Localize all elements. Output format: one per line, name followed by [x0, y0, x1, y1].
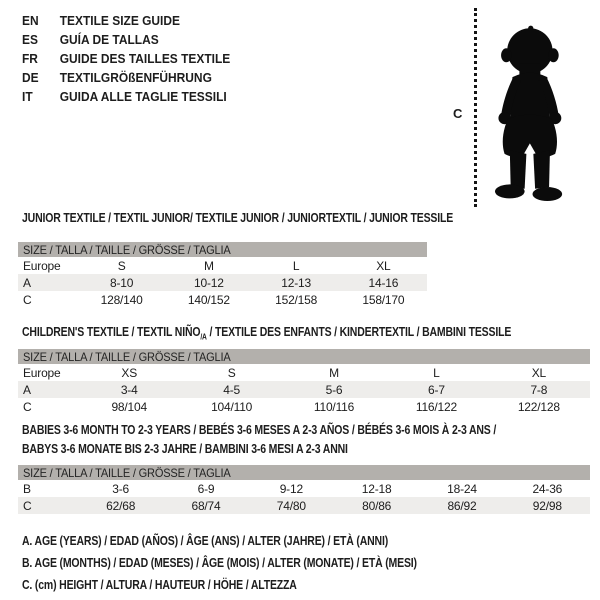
height-dashed-line: [474, 8, 477, 207]
table-row-height: [18, 291, 427, 308]
table-row-age: [18, 480, 590, 497]
size-header-label: SIZE / TALLA / TAILLE / GRÖSSE / TAGLIA: [23, 465, 231, 480]
language-row-fr: [22, 49, 230, 68]
language-code: ES: [22, 32, 38, 47]
title-text: / TEXTILE DES ENFANTS / KINDERTEXTIL / BAMBINI TESSILE: [206, 325, 512, 339]
row-label: C: [23, 399, 32, 414]
table-row-europe: [18, 257, 427, 274]
height-cell: 116/122: [415, 399, 457, 414]
language-code: EN: [22, 13, 39, 28]
language-title: GUIDA ALLE TAGLIE TESSILI: [59, 89, 227, 104]
legend-footnotes: [22, 530, 492, 596]
table-row-age: [18, 274, 427, 291]
footnote-a: A. AGE (YEARS) / EDAD (AÑOS) / ÂGE (ANS) / ALTER (JAHRE) / ETÀ (ANNI): [22, 534, 389, 548]
height-cell: 110/116: [313, 399, 355, 414]
row-label: B: [23, 481, 31, 496]
age-cell: 10-12: [194, 275, 224, 290]
row-label: A: [23, 382, 31, 397]
language-title: TEXTILGRÖßENFÜHRUNG: [59, 70, 212, 85]
size-cell: M: [203, 258, 214, 273]
height-cell: 74/80: [276, 498, 306, 513]
height-cell: 86/92: [447, 498, 477, 513]
age-cell: 6-9: [197, 481, 215, 496]
language-row-it: [22, 87, 230, 106]
children-table-title: [22, 323, 511, 347]
table-row-height: [18, 398, 590, 415]
table-row-europe: [18, 364, 590, 381]
age-cell: 7-8: [530, 382, 548, 397]
age-cell: 24-36: [532, 481, 563, 496]
row-label: Europe: [23, 365, 61, 380]
junior-table-title: JUNIOR TEXTILE / TEXTIL JUNIOR/ TEXTILE JUNIOR / JUNIORTEXTIL / JUNIOR TESSILE: [22, 211, 454, 225]
age-cell: 12-18: [361, 481, 392, 496]
size-cell: L: [433, 365, 440, 380]
size-cell: S: [227, 365, 236, 380]
language-code: DE: [22, 70, 39, 85]
footnote-b: B. AGE (MONTHS) / EDAD (MESES) / ÂGE (MOIS) / ALTER (MONATE) / ETÀ (MESI): [22, 556, 417, 570]
size-cell: S: [117, 258, 126, 273]
language-title: GUÍA DE TALLAS: [59, 32, 159, 47]
height-cell: 62/68: [106, 498, 136, 513]
table-row-height: [18, 497, 590, 514]
row-label: A: [23, 275, 31, 290]
size-cell: XL: [376, 258, 391, 273]
title-subscript: /A: [200, 332, 207, 342]
age-cell: 9-12: [279, 481, 303, 496]
height-cell: 158/170: [362, 292, 405, 307]
size-cell: XL: [531, 365, 546, 380]
height-label-c: C: [453, 106, 463, 121]
language-row-de: [22, 68, 230, 87]
row-label: C: [23, 292, 32, 307]
age-cell: 6-7: [428, 382, 445, 397]
language-row-es: [22, 30, 230, 49]
size-header-bar: [18, 465, 590, 480]
babies-table-title: [22, 421, 586, 459]
size-header-label: SIZE / TALLA / TAILLE / GRÖSSE / TAGLIA: [23, 349, 231, 364]
size-header-label: SIZE / TALLA / TAILLE / GRÖSSE / TAGLIA: [23, 242, 231, 257]
row-label: Europe: [23, 258, 61, 273]
height-cell: 92/98: [532, 498, 562, 513]
height-cell: 122/128: [517, 399, 560, 414]
junior-size-table: [18, 242, 427, 308]
size-header-bar: [18, 349, 590, 364]
language-row-en: [22, 11, 230, 30]
age-cell: 3-6: [112, 481, 130, 496]
language-list: [22, 11, 248, 106]
language-title: TEXTILE SIZE GUIDE: [59, 13, 181, 28]
title-text: CHILDREN'S TEXTILE / TEXTIL NIÑO: [22, 325, 201, 339]
size-header-bar: [18, 242, 427, 257]
children-size-table: [18, 349, 590, 415]
size-cell: M: [329, 365, 339, 380]
height-cell: 104/110: [211, 399, 253, 414]
height-cell: 98/104: [111, 399, 147, 414]
row-label: C: [23, 498, 32, 513]
age-cell: 8-10: [110, 275, 134, 290]
height-cell: 80/86: [362, 498, 392, 513]
age-cell: 3-4: [120, 382, 138, 397]
babies-size-table: [18, 465, 590, 514]
size-cell: L: [292, 258, 300, 273]
height-cell: 128/140: [100, 292, 143, 307]
age-cell: 4-5: [223, 382, 240, 397]
language-title: GUIDE DES TAILLES TEXTILE: [59, 51, 231, 66]
baby-silhouette-icon: [481, 10, 577, 208]
height-cell: 68/74: [191, 498, 221, 513]
language-code: IT: [22, 89, 33, 104]
size-cell: XS: [121, 365, 137, 380]
age-cell: 5-6: [325, 382, 343, 397]
title-line-2: BABYS 3-6 MONATE BIS 2-3 JAHRE / BAMBINI 3-6 MESI A 2-3 ANNI: [22, 442, 348, 456]
title-line-1: BABIES 3-6 MONTH TO 2-3 YEARS / BEBÉS 3-6 MESES A 2-3 AÑOS / BÉBÉS 3-6 MOIS À 2-3 ANS /: [22, 423, 497, 437]
age-cell: 18-24: [447, 481, 477, 496]
table-row-age: [18, 381, 590, 398]
footnote-c: C. (cm) HEIGHT / ALTURA / HAUTEUR / HÖHE / ALTEZZA: [22, 578, 297, 592]
age-cell: 12-13: [281, 275, 311, 290]
age-cell: 14-16: [368, 275, 399, 290]
language-code: FR: [22, 51, 38, 66]
height-cell: 152/158: [275, 292, 318, 307]
height-cell: 140/152: [187, 292, 230, 307]
